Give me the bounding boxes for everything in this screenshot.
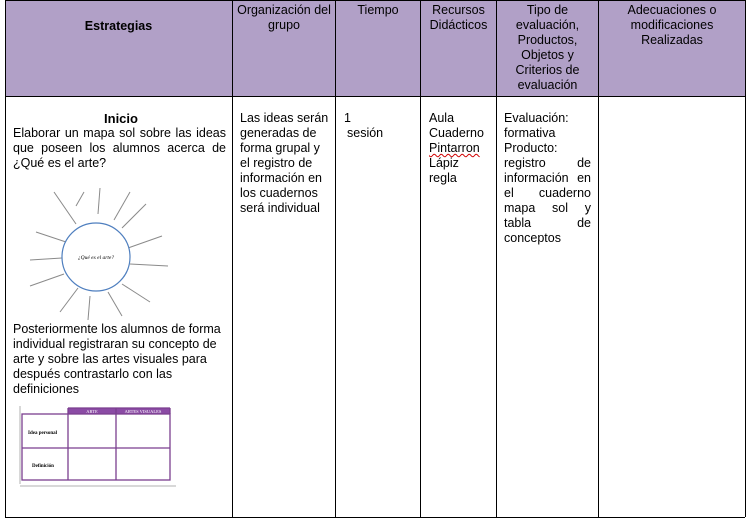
table-top-border <box>5 0 745 1</box>
estrategia-paragraph-2: Posteriormente los alumnos de forma individual registraran su concepto de arte y sobre las artes visuales para después contrastarlo con las definiciones <box>13 322 221 396</box>
column-border <box>420 0 421 517</box>
mapa-sol-image <box>26 184 176 324</box>
column-border <box>745 0 746 517</box>
recurso-item: Cuaderno <box>429 126 484 140</box>
header-tiempo: Tiempo <box>357 3 399 17</box>
header-tipo-evaluacion: Tipo de evaluación, Productos, Objetos y Criterios de evaluación <box>515 3 580 92</box>
recurso-item: Aula <box>429 111 455 125</box>
column-border <box>232 0 233 517</box>
mini-table-header-artes-visuales: ARTES VISUALES <box>124 409 162 414</box>
recurso-item: regla <box>429 171 457 185</box>
tiempo-unit: sesión <box>347 126 384 140</box>
header-recursos: Recursos Didácticos <box>429 3 488 32</box>
organizacion-text: Las ideas serán generadas de forma grupal y el registro de información en los cuadernos será individual <box>240 111 329 215</box>
inicio-heading: Inicio <box>104 111 138 126</box>
recursos-list <box>429 111 495 186</box>
mini-table-row-definicion: Definición <box>32 464 54 469</box>
mini-table-header-arte: ARTE <box>86 409 98 414</box>
estrategia-paragraph-1: Elaborar un mapa sol sobre las ideas que poseen los alumnos acerca de ¿Qué es el arte? <box>13 126 226 170</box>
tiempo-number: 1 <box>344 111 351 125</box>
column-border <box>335 0 336 517</box>
header-adecuaciones: Adecuaciones o modificaciones Realizadas <box>627 3 717 47</box>
recurso-item: Lápiz <box>429 156 459 170</box>
column-border <box>598 0 599 517</box>
recurso-item: Pintarron <box>429 141 480 155</box>
header-organizacion: Organización del grupo <box>237 3 331 32</box>
sun-center-label: ¿Qué es el arte? <box>77 255 115 261</box>
header-divider <box>5 96 745 97</box>
header-estrategias: Estrategias <box>84 19 153 33</box>
mini-table-image <box>18 404 178 488</box>
mini-table-row-idea-personal: Idea personal <box>28 431 58 436</box>
column-border <box>5 0 6 517</box>
evaluacion-text: Evaluación: formativa Producto: registro de información en el cuaderno mapa sol y tabla de conceptos <box>504 111 591 245</box>
